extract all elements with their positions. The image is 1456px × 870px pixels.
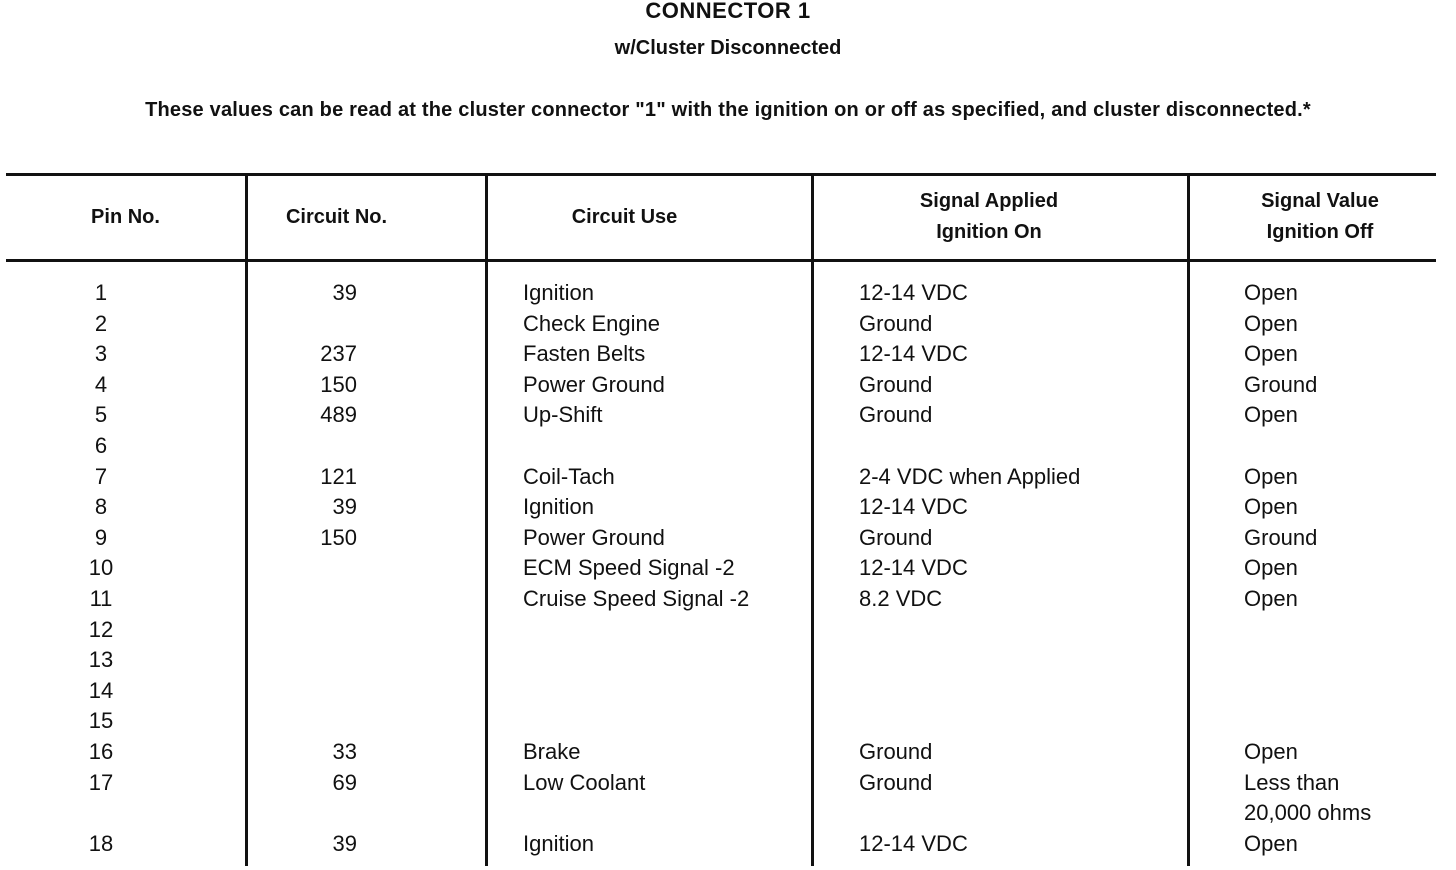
document-subtitle: w/Cluster Disconnected <box>614 37 842 59</box>
cell-signal-value: Open <box>1244 739 1298 764</box>
cell-circuit-use: Power Ground <box>523 371 665 397</box>
header-signal-applied-line1: Signal Applied <box>919 190 1059 212</box>
cell-circuit-no: 489 <box>320 402 357 428</box>
cell-pin-no: 14 <box>88 677 114 703</box>
cell-signal-applied: Ground <box>859 310 933 336</box>
cell-pin-no: 3 <box>94 341 108 367</box>
cell-circuit-no: 69 <box>332 769 357 795</box>
cell-pin-no: 17 <box>88 769 114 795</box>
cell-pin-no: 8 <box>94 494 108 520</box>
intro-text: These values can be read at the cluster connector "1" with the ignition on or off as specified, and cluster disconnected.* <box>145 99 1311 121</box>
header-signal-value-line1: Signal Value <box>1261 190 1379 212</box>
cell-circuit-no: 33 <box>332 739 357 764</box>
cell-circuit-use: Check Engine <box>523 310 660 336</box>
header-signal-applied-line2: Ignition On <box>936 221 1042 243</box>
cell-circuit-use: Ignition <box>523 494 594 520</box>
cell-circuit-use: Ignition <box>523 830 594 856</box>
header-signal-applied <box>814 186 1164 248</box>
cell-signal-value: Open <box>1244 463 1298 489</box>
cell-signal-applied: Ground <box>859 402 933 428</box>
cell-signal-value: Open <box>1244 494 1298 520</box>
cell-signal-value: Open <box>1244 280 1298 305</box>
cell-pin-no: 16 <box>88 739 114 764</box>
cell-pin-no: 18 <box>88 830 114 856</box>
table-header-rule <box>6 259 1436 262</box>
cell-pin-no: 1 <box>94 280 108 305</box>
cell-signal-applied: 12-14 VDC <box>859 555 968 581</box>
cell-pin-no: 13 <box>88 647 114 673</box>
cell-circuit-no: 237 <box>320 341 357 367</box>
header-pin-no: Pin No. <box>91 206 160 228</box>
cell-pin-no: 10 <box>88 555 114 581</box>
cell-circuit-use: ECM Speed Signal -2 <box>523 555 735 581</box>
cell-pin-no: 5 <box>94 402 108 428</box>
cell-signal-applied: 12-14 VDC <box>859 830 968 856</box>
cell-pin-no: 9 <box>94 524 108 550</box>
cell-signal-applied: 12-14 VDC <box>859 280 968 305</box>
cell-circuit-use: Up-Shift <box>523 402 603 428</box>
cell-signal-applied: 12-14 VDC <box>859 341 968 367</box>
column-divider <box>811 176 814 866</box>
cell-signal-value: Less than <box>1244 769 1340 795</box>
cell-circuit-use: Coil-Tach <box>523 463 615 489</box>
cell-circuit-no: 39 <box>332 494 357 520</box>
cell-signal-applied: 2-4 VDC when Applied <box>859 463 1081 489</box>
cell-signal-value: Ground <box>1244 524 1318 550</box>
cell-signal-value: 20,000 ohms <box>1244 800 1372 826</box>
cell-circuit-use: Ignition <box>523 280 594 305</box>
column-divider <box>245 176 248 866</box>
cell-pin-no: 7 <box>94 463 108 489</box>
cell-signal-applied: Ground <box>859 769 933 795</box>
cell-pin-no: 11 <box>89 586 113 611</box>
cell-pin-no: 12 <box>88 616 114 642</box>
cell-circuit-no: 150 <box>320 371 357 397</box>
cell-circuit-no: 121 <box>320 463 357 489</box>
cell-signal-applied: Ground <box>859 524 933 550</box>
cell-signal-applied: Ground <box>859 371 933 397</box>
cell-pin-no: 2 <box>94 310 108 336</box>
cell-signal-applied: Ground <box>859 739 933 764</box>
cell-circuit-use: Fasten Belts <box>523 341 646 367</box>
cell-signal-value: Open <box>1244 830 1298 856</box>
cell-circuit-no: 39 <box>332 280 357 305</box>
cell-signal-value: Open <box>1244 402 1298 428</box>
cell-signal-value: Ground <box>1244 371 1318 397</box>
cell-pin-no: 4 <box>94 371 108 397</box>
cell-signal-value: Open <box>1244 310 1298 336</box>
header-circuit-use: Circuit Use <box>571 206 678 228</box>
column-divider <box>1187 176 1190 866</box>
cell-signal-value: Open <box>1244 586 1298 611</box>
column-divider <box>485 176 488 866</box>
cell-signal-value: Open <box>1244 555 1298 581</box>
table-top-rule <box>6 173 1436 176</box>
cell-circuit-use: Power Ground <box>523 524 665 550</box>
cell-circuit-no: 39 <box>332 830 357 856</box>
cell-circuit-use: Low Coolant <box>523 769 646 795</box>
document-title: CONNECTOR 1 <box>645 0 811 23</box>
cell-pin-no: 6 <box>94 433 108 458</box>
cell-signal-value: Open <box>1244 341 1298 367</box>
cell-circuit-use: Brake <box>523 739 581 764</box>
cell-signal-applied: 8.2 VDC <box>859 586 943 611</box>
cell-pin-no: 15 <box>88 708 114 734</box>
cell-signal-applied: 12-14 VDC <box>859 494 968 520</box>
header-signal-value <box>1190 186 1450 248</box>
header-signal-value-line2: Ignition Off <box>1266 221 1374 243</box>
cell-circuit-use: Cruise Speed Signal -2 <box>523 586 750 611</box>
header-circuit-no: Circuit No. <box>285 206 388 228</box>
cell-circuit-no: 150 <box>320 524 357 550</box>
